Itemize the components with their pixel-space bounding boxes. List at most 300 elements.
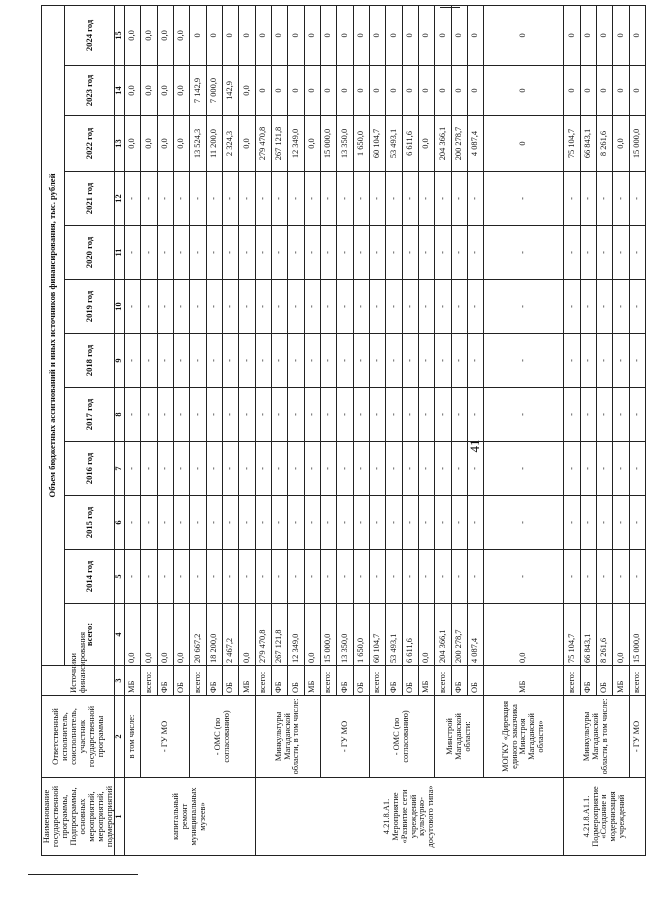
year-cell: 0,0 — [141, 116, 157, 172]
year-cell: - — [370, 442, 386, 496]
source-cell: всего: — [190, 666, 206, 696]
year-cell: - — [564, 334, 580, 388]
year-cell: - — [435, 550, 451, 604]
year-cell: - — [580, 388, 596, 442]
source-cell: ОБ — [223, 666, 239, 696]
source-cell: ОБ — [174, 666, 190, 696]
year-cell: - — [597, 172, 613, 226]
column-index: 11 — [115, 226, 125, 280]
year-cell: 0 — [239, 5, 255, 65]
table-row — [564, 5, 580, 855]
year-cell: - — [597, 334, 613, 388]
year-cell: - — [157, 550, 173, 604]
year-cell: - — [272, 226, 288, 280]
year-cell: 0 — [629, 5, 645, 65]
source-cell: всего: — [141, 666, 157, 696]
header-year: 2019 год — [64, 280, 114, 334]
year-cell: - — [141, 550, 157, 604]
column-index: 8 — [115, 388, 125, 442]
year-cell: - — [321, 496, 337, 550]
year-cell: 0 — [435, 5, 451, 65]
total-cell: 0,0 — [125, 604, 141, 666]
header-source: Источники финансирования — [42, 666, 115, 696]
source-cell: ФБ — [157, 666, 173, 696]
year-cell: - — [402, 280, 418, 334]
year-cell: - — [206, 334, 222, 388]
year-cell: - — [288, 172, 304, 226]
year-cell: - — [353, 280, 369, 334]
year-cell: - — [141, 172, 157, 226]
year-cell: - — [419, 550, 435, 604]
year-cell: - — [223, 388, 239, 442]
year-cell: - — [435, 334, 451, 388]
year-cell: - — [157, 226, 173, 280]
source-cell: ОБ — [468, 666, 484, 696]
year-cell: - — [190, 496, 206, 550]
year-cell: - — [255, 388, 271, 442]
year-cell: 0 — [484, 5, 564, 65]
year-cell: 66 843,1 — [580, 116, 596, 172]
year-cell: - — [580, 496, 596, 550]
year-cell: - — [564, 496, 580, 550]
year-cell: - — [337, 226, 353, 280]
year-cell: - — [321, 550, 337, 604]
header-year: 2023 год — [64, 66, 114, 116]
year-cell: - — [613, 388, 629, 442]
source-cell: ОБ — [288, 666, 304, 696]
program-name: 4.21.8.А1. Мероприятие «Развитие сети учреждений культурно-досугового типа» — [255, 778, 564, 856]
year-cell: - — [353, 442, 369, 496]
year-cell: 0,0 — [174, 116, 190, 172]
year-cell: - — [419, 388, 435, 442]
year-cell: - — [370, 226, 386, 280]
year-cell: 0 — [370, 5, 386, 65]
source-cell: всего: — [435, 666, 451, 696]
year-cell: - — [288, 550, 304, 604]
year-cell: - — [174, 226, 190, 280]
year-cell: - — [304, 442, 320, 496]
year-cell: 0 — [597, 66, 613, 116]
year-cell: 0 — [353, 5, 369, 65]
year-cell: 200 278,7 — [451, 116, 467, 172]
year-cell: 7 000,0 — [206, 66, 222, 116]
year-cell: - — [174, 280, 190, 334]
year-cell: - — [272, 334, 288, 388]
year-cell: 0 — [353, 66, 369, 116]
column-index: 3 — [115, 666, 125, 696]
year-cell: - — [580, 442, 596, 496]
header-year: 2017 год — [64, 388, 114, 442]
total-cell: 204 366,1 — [435, 604, 451, 666]
year-cell: - — [190, 388, 206, 442]
year-cell: 0,0 — [141, 5, 157, 65]
year-cell: - — [597, 226, 613, 280]
year-cell: 0 — [484, 116, 564, 172]
year-cell: - — [255, 496, 271, 550]
total-cell: 200 278,7 — [451, 604, 467, 666]
year-cell: 0,0 — [157, 66, 173, 116]
year-cell: - — [564, 442, 580, 496]
year-cell: - — [386, 388, 402, 442]
year-cell: - — [370, 550, 386, 604]
column-index: 6 — [115, 496, 125, 550]
year-cell: - — [125, 388, 141, 442]
year-cell: - — [141, 334, 157, 388]
year-cell: - — [484, 496, 564, 550]
year-cell: - — [206, 226, 222, 280]
year-cell: - — [386, 334, 402, 388]
total-cell: 267 121,8 — [272, 604, 288, 666]
source-cell: всего: — [629, 666, 645, 696]
year-cell: - — [304, 334, 320, 388]
total-cell: 8 261,6 — [597, 604, 613, 666]
year-cell: - — [157, 442, 173, 496]
year-cell: - — [239, 496, 255, 550]
year-cell: 0 — [206, 5, 222, 65]
year-cell: - — [435, 172, 451, 226]
total-cell: 1 650,0 — [353, 604, 369, 666]
year-cell: - — [239, 442, 255, 496]
year-cell: - — [174, 442, 190, 496]
year-cell: 0,0 — [157, 116, 173, 172]
source-cell: МБ — [484, 666, 564, 696]
year-cell: - — [402, 334, 418, 388]
year-cell: 0,0 — [239, 116, 255, 172]
responsible-cell: в том числе: — [125, 696, 141, 778]
year-cell: - — [337, 550, 353, 604]
year-cell: - — [272, 388, 288, 442]
source-cell: ФБ — [337, 666, 353, 696]
year-cell: - — [125, 442, 141, 496]
year-cell: - — [272, 442, 288, 496]
year-cell: - — [613, 226, 629, 280]
year-cell: - — [174, 550, 190, 604]
year-cell: - — [157, 280, 173, 334]
year-cell: 267 121,8 — [272, 116, 288, 172]
year-cell: - — [304, 280, 320, 334]
source-cell: всего: — [564, 666, 580, 696]
year-cell: 0,0 — [239, 66, 255, 116]
year-cell: 0 — [288, 66, 304, 116]
year-cell: 0 — [255, 66, 271, 116]
year-cell: - — [402, 226, 418, 280]
year-cell: - — [223, 334, 239, 388]
year-cell: - — [321, 280, 337, 334]
table-row — [629, 5, 645, 855]
year-cell: - — [304, 172, 320, 226]
table-row — [370, 5, 386, 855]
year-cell: - — [255, 280, 271, 334]
year-cell: - — [174, 496, 190, 550]
year-cell: - — [564, 388, 580, 442]
year-cell: - — [353, 172, 369, 226]
column-index: 15 — [115, 5, 125, 65]
year-cell: - — [435, 442, 451, 496]
year-cell: - — [402, 442, 418, 496]
year-cell: - — [223, 550, 239, 604]
year-cell: - — [353, 334, 369, 388]
year-cell: - — [239, 550, 255, 604]
year-cell: - — [402, 550, 418, 604]
year-cell: - — [190, 226, 206, 280]
year-cell: - — [370, 334, 386, 388]
year-cell: - — [580, 334, 596, 388]
year-cell: - — [597, 388, 613, 442]
year-cell: - — [321, 388, 337, 442]
column-index: 4 — [115, 604, 125, 666]
year-cell: 11 200,0 — [206, 116, 222, 172]
year-cell: - — [468, 388, 484, 442]
year-cell: - — [223, 172, 239, 226]
total-cell: 60 104,7 — [370, 604, 386, 666]
year-cell: 0 — [468, 66, 484, 116]
year-cell: 0 — [337, 66, 353, 116]
year-cell: - — [141, 226, 157, 280]
year-cell: - — [288, 442, 304, 496]
year-cell: 0,0 — [613, 116, 629, 172]
responsible-cell: - ГУ МО — [629, 696, 645, 778]
table-row — [141, 5, 157, 855]
header-year: 2021 год — [64, 172, 114, 226]
header-responsible: Ответственный исполнитель, соисполнитель, участник государственной программы — [42, 696, 115, 778]
year-cell: - — [190, 172, 206, 226]
year-cell: - — [370, 280, 386, 334]
column-index: 7 — [115, 442, 125, 496]
year-cell: - — [239, 226, 255, 280]
year-cell: 0 — [484, 66, 564, 116]
source-cell: всего: — [370, 666, 386, 696]
year-cell: - — [419, 334, 435, 388]
table-row — [125, 5, 141, 855]
table-row — [435, 5, 451, 855]
year-cell: 0,0 — [125, 5, 141, 65]
total-cell: 53 493,1 — [386, 604, 402, 666]
year-cell: - — [564, 280, 580, 334]
year-cell: - — [597, 550, 613, 604]
year-cell: - — [157, 388, 173, 442]
column-index: 12 — [115, 172, 125, 226]
year-cell: 75 104,7 — [564, 116, 580, 172]
responsible-cell: Минкультуры Магаданской области, в том числе: — [564, 696, 629, 778]
year-cell: - — [255, 442, 271, 496]
year-cell: - — [353, 550, 369, 604]
year-cell: 2 324,3 — [223, 116, 239, 172]
year-cell: - — [386, 172, 402, 226]
header-year: 2015 год — [64, 496, 114, 550]
year-cell: - — [451, 388, 467, 442]
year-cell: - — [255, 334, 271, 388]
year-cell: - — [402, 172, 418, 226]
year-cell: - — [337, 496, 353, 550]
year-cell: 0 — [435, 66, 451, 116]
year-cell: - — [288, 496, 304, 550]
responsible-cell: - ОМС (по согласованию) — [370, 696, 435, 778]
year-cell: - — [629, 388, 645, 442]
year-cell: - — [206, 550, 222, 604]
year-cell: 0,0 — [304, 116, 320, 172]
year-cell: - — [451, 334, 467, 388]
total-cell: 75 104,7 — [564, 604, 580, 666]
year-cell: - — [223, 280, 239, 334]
year-cell: - — [386, 226, 402, 280]
year-cell: - — [141, 388, 157, 442]
year-cell: - — [141, 280, 157, 334]
year-cell: 0 — [451, 5, 467, 65]
year-cell: - — [206, 442, 222, 496]
year-cell: - — [386, 280, 402, 334]
year-cell: - — [337, 442, 353, 496]
year-cell: 0 — [304, 5, 320, 65]
year-cell: - — [386, 550, 402, 604]
program-name: капитальный ремонт муниципальных музеев» — [125, 778, 256, 856]
year-cell: 7 142,9 — [190, 66, 206, 116]
year-cell: - — [484, 172, 564, 226]
year-cell: - — [484, 334, 564, 388]
year-cell: - — [419, 442, 435, 496]
year-cell: 142,9 — [223, 66, 239, 116]
year-cell: - — [174, 388, 190, 442]
header-year: 2016 год — [64, 442, 114, 496]
year-cell: - — [125, 280, 141, 334]
year-cell: 0 — [580, 5, 596, 65]
year-cell: 0 — [321, 5, 337, 65]
year-cell: 15 000,0 — [629, 116, 645, 172]
year-cell: - — [125, 172, 141, 226]
year-cell: 8 261,6 — [597, 116, 613, 172]
year-cell: 0 — [613, 5, 629, 65]
source-cell: ОБ — [402, 666, 418, 696]
year-cell: 279 470,8 — [255, 116, 271, 172]
year-cell: - — [141, 496, 157, 550]
total-cell: 15 000,0 — [629, 604, 645, 666]
budget-table — [41, 5, 646, 856]
program-name: 4.21.8.А1.1. Подмероприятие «Создание и модернизация учреждений — [564, 778, 646, 856]
source-cell: всего: — [255, 666, 271, 696]
year-cell: - — [353, 226, 369, 280]
total-cell: 4 087,4 — [468, 604, 484, 666]
year-cell: - — [468, 496, 484, 550]
table-row — [484, 5, 564, 855]
year-cell: - — [321, 172, 337, 226]
year-cell: - — [484, 550, 564, 604]
year-cell: - — [451, 226, 467, 280]
year-cell: - — [174, 172, 190, 226]
header-year: 2020 год — [64, 226, 114, 280]
year-cell: 0,0 — [141, 66, 157, 116]
year-cell: - — [239, 388, 255, 442]
year-cell: - — [321, 334, 337, 388]
year-cell: - — [353, 388, 369, 442]
year-cell: - — [304, 496, 320, 550]
column-index: 13 — [115, 116, 125, 172]
total-cell: 12 349,0 — [288, 604, 304, 666]
year-cell: 0 — [386, 66, 402, 116]
year-cell: - — [484, 280, 564, 334]
source-cell: МБ — [419, 666, 435, 696]
year-cell: 0 — [288, 5, 304, 65]
year-cell: - — [141, 442, 157, 496]
year-cell: 53 493,1 — [386, 116, 402, 172]
year-cell: - — [223, 496, 239, 550]
year-cell: 0,0 — [174, 5, 190, 65]
year-cell: - — [597, 280, 613, 334]
year-cell: 6 611,6 — [402, 116, 418, 172]
year-cell: - — [157, 172, 173, 226]
total-cell: 0,0 — [141, 604, 157, 666]
year-cell: - — [435, 496, 451, 550]
year-cell: - — [597, 442, 613, 496]
year-cell: - — [125, 334, 141, 388]
year-cell: 13 350,0 — [337, 116, 353, 172]
responsible-cell: - ГУ МО — [141, 696, 190, 778]
year-cell: - — [451, 496, 467, 550]
year-cell: - — [321, 442, 337, 496]
year-cell: - — [613, 442, 629, 496]
column-index: 10 — [115, 280, 125, 334]
responsible-cell: Минстрой Магаданской области: — [435, 696, 484, 778]
year-cell: - — [337, 334, 353, 388]
year-cell: - — [223, 442, 239, 496]
source-cell: МБ — [613, 666, 629, 696]
source-cell: всего: — [321, 666, 337, 696]
year-cell: 0 — [402, 66, 418, 116]
year-cell: - — [304, 550, 320, 604]
source-cell: МБ — [125, 666, 141, 696]
year-cell: 0 — [272, 66, 288, 116]
total-cell: 6 611,6 — [402, 604, 418, 666]
total-cell: 13 350,0 — [337, 604, 353, 666]
year-cell: - — [321, 226, 337, 280]
year-cell: 0,0 — [125, 116, 141, 172]
year-cell: - — [402, 388, 418, 442]
year-cell: - — [157, 334, 173, 388]
year-cell: - — [190, 442, 206, 496]
year-cell: - — [386, 496, 402, 550]
year-cell: - — [190, 334, 206, 388]
year-cell: - — [190, 550, 206, 604]
source-cell: ФБ — [386, 666, 402, 696]
year-cell: - — [206, 496, 222, 550]
year-cell: 0 — [255, 5, 271, 65]
year-cell: 0 — [370, 66, 386, 116]
table-row — [190, 5, 206, 855]
year-cell: - — [564, 550, 580, 604]
year-cell: - — [629, 226, 645, 280]
year-cell: - — [468, 334, 484, 388]
header-funding: Объем бюджетных ассигнований и иных источников финансирования, тыс. рублей — [42, 5, 65, 665]
year-cell: - — [386, 442, 402, 496]
source-cell: ФБ — [451, 666, 467, 696]
year-cell: 0 — [564, 66, 580, 116]
year-cell: - — [223, 226, 239, 280]
year-cell: - — [206, 172, 222, 226]
total-cell: 2 467,2 — [223, 604, 239, 666]
year-cell: - — [304, 226, 320, 280]
year-cell: - — [564, 226, 580, 280]
total-cell: 0,0 — [613, 604, 629, 666]
year-cell: - — [629, 334, 645, 388]
total-cell: 66 843,1 — [580, 604, 596, 666]
year-cell: 0 — [321, 66, 337, 116]
source-cell: ФБ — [206, 666, 222, 696]
total-cell: 0,0 — [157, 604, 173, 666]
total-cell: 20 667,2 — [190, 604, 206, 666]
year-cell: - — [451, 442, 467, 496]
header-total: всего: — [64, 604, 114, 666]
year-cell: - — [255, 226, 271, 280]
source-cell: МБ — [304, 666, 320, 696]
year-cell: 0 — [580, 66, 596, 116]
